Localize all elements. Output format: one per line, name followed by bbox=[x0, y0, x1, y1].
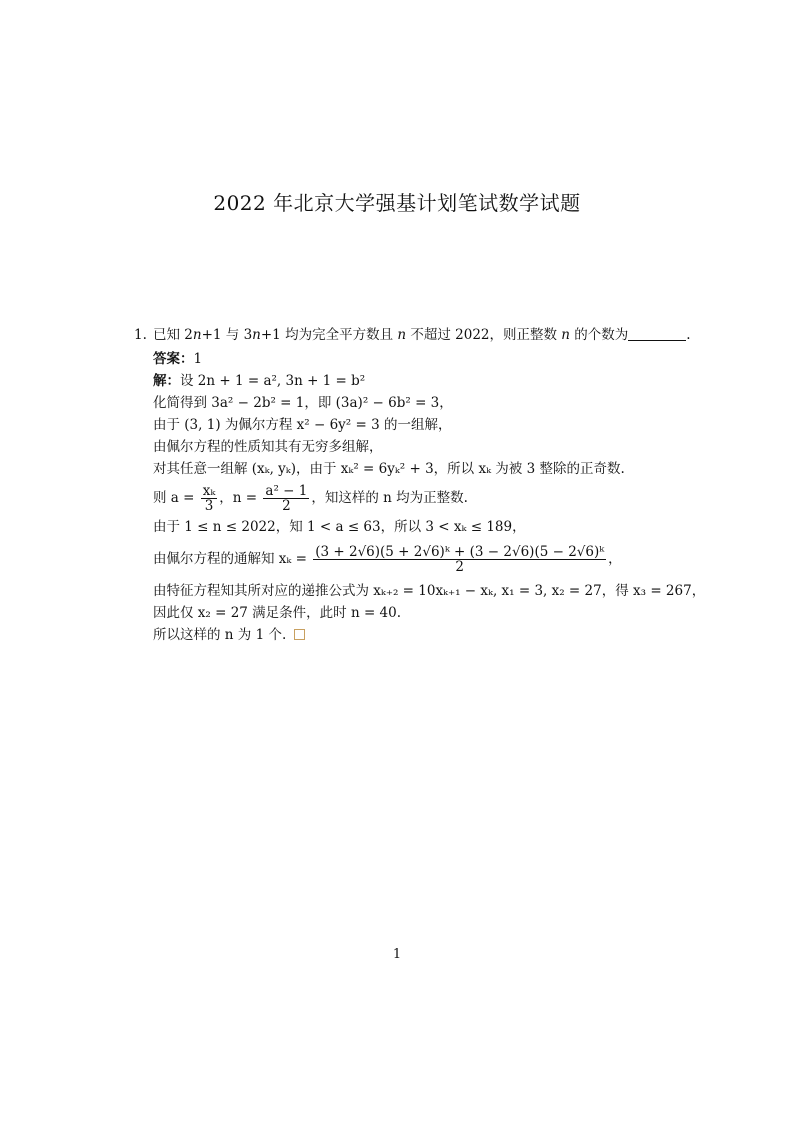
solution-text: 所以这样的 n 为 1 个. bbox=[153, 627, 287, 643]
fraction-denominator: 3 bbox=[204, 498, 214, 514]
answer-label: 答案： bbox=[153, 351, 194, 367]
answer-value: 1 bbox=[193, 351, 203, 367]
solution-label: 解： bbox=[153, 373, 180, 389]
solution-line-10: 因此仅 x₂ = 27 满足条件，此时 n = 40. bbox=[153, 605, 402, 621]
fraction bbox=[263, 484, 309, 513]
solution-line-7: 由于 1 ≤ n ≤ 2022，知 1 < a ≤ 63，所以 3 < xₖ ≤ 189， bbox=[153, 519, 526, 535]
fraction-numerator: xₖ bbox=[202, 483, 216, 499]
solution-text: 由佩尔方程的通解知 xₖ = bbox=[153, 551, 307, 567]
fraction bbox=[313, 545, 606, 574]
solution-text: ， bbox=[608, 551, 622, 567]
solution-line-6 bbox=[153, 480, 713, 516]
problem-end: . bbox=[686, 327, 691, 343]
solution-line-1 bbox=[153, 370, 713, 392]
page-title: 2022 年北京大学强基计划笔试数学试题 bbox=[213, 191, 581, 215]
problem-text: 已知 2 bbox=[153, 327, 193, 343]
solution-line-5: 对其任意一组解 (xₖ, yₖ)，由于 xₖ² = 6yₖ² + 3，所以 xₖ 为被 3 整除的正奇数. bbox=[153, 461, 625, 477]
solution-line-2: 化简得到 3a² − 2b² = 1，即 (3a)² − 6b² = 3， bbox=[153, 395, 453, 411]
problem-text: +1 均为完全平方数且 bbox=[260, 327, 398, 343]
var-n: n bbox=[252, 327, 261, 343]
fraction-denominator: 2 bbox=[455, 559, 464, 575]
solution-text: 则 a = bbox=[153, 490, 195, 506]
problem-statement bbox=[134, 324, 694, 346]
solution-line-9: 由特征方程知其所对应的递推公式为 xₖ₊₂ = 10xₖ₊₁ − xₖ, x₁ = 3, x₂ = 27，得 x₃ = 267， bbox=[153, 583, 706, 599]
solution-line-8 bbox=[153, 538, 713, 580]
problem-1 bbox=[134, 324, 694, 346]
var-n: n bbox=[192, 327, 202, 343]
var-n: n bbox=[397, 327, 407, 343]
problem-text: +1 与 3 bbox=[201, 327, 253, 343]
fraction-numerator: (3 + 2√6)(5 + 2√6)ᵏ + (3 − 2√6)(5 − 2√6)ᵏ bbox=[315, 544, 605, 560]
solution-line-11 bbox=[153, 624, 713, 646]
solution-text: 设 2n + 1 = a², 3n + 1 = b² bbox=[180, 373, 366, 389]
problem-number: 1. bbox=[134, 327, 147, 343]
answer-line bbox=[153, 348, 713, 370]
page-number: 1 bbox=[392, 947, 402, 962]
fraction-denominator: 2 bbox=[282, 498, 291, 514]
answer-blank bbox=[628, 326, 686, 341]
solution-block bbox=[153, 348, 713, 646]
fraction bbox=[201, 484, 218, 513]
qed-box-icon bbox=[294, 629, 305, 640]
var-n: n bbox=[561, 327, 570, 343]
problem-text: 不超过 2022，则正整数 bbox=[406, 327, 562, 343]
solution-line-3: 由于 (3, 1) 为佩尔方程 x² − 6y² = 3 的一组解， bbox=[153, 417, 452, 433]
problem-text: 的个数为 bbox=[570, 327, 629, 343]
solution-text: ，n = bbox=[219, 490, 258, 506]
fraction-numerator: a² − 1 bbox=[265, 483, 308, 499]
solution-line-4: 由佩尔方程的性质知其有无穷多组解， bbox=[153, 439, 383, 455]
solution-text: ，知这样的 n 均为正整数. bbox=[311, 490, 468, 506]
